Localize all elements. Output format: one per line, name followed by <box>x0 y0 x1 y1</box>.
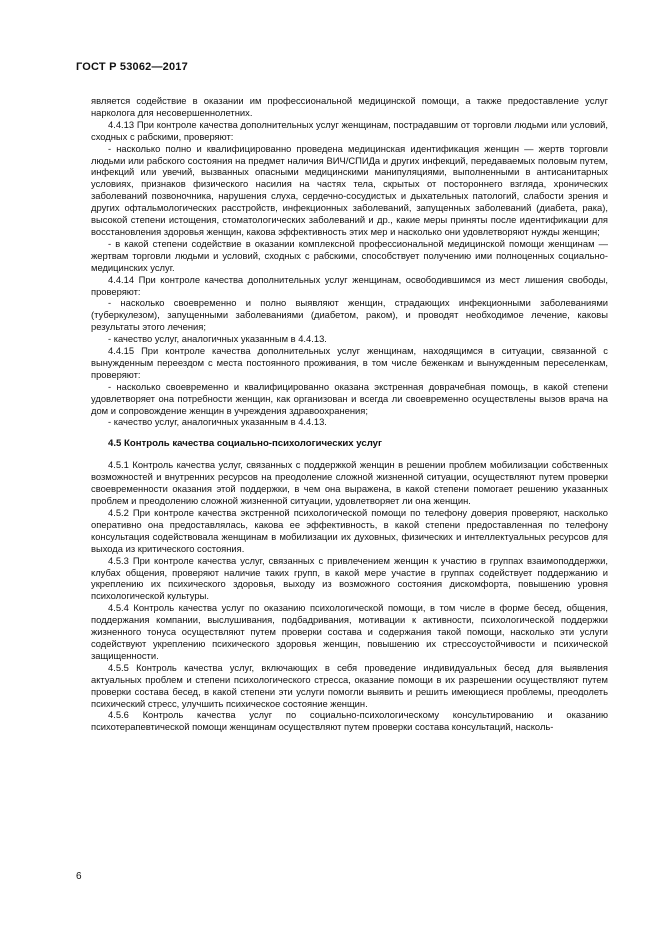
paragraph: 4.4.15 При контроле качества дополнительных услуг женщинам, находящимся в ситуации, связанной с вынужденным переездом с места постоянного проживания, в том числе беженкам и вынужденным переселенкам, проверяют: <box>91 345 608 380</box>
list-item: - в какой степени содействие в оказании комплексной профессиональной медицинской помощи женщинам — жертвам торговли людьми и условий, сходных с рабскими, способствует получению ими полноценных социально-медицинских услуг. <box>91 237 608 273</box>
paragraph: 4.5.1 Контроль качества услуг, связанных с поддержкой женщин в решении проблем мобилизации собственных возможностей и внутренних ресурсов на преодоление сложной жизненной ситуации, осуществляют путем проверки своевременности оказания этой поддержки, в чем она выражена, в какой степени помогает решению указанных проблем и преодолению сложной жизненной ситуации, удовлетворяет ли она женщин. <box>91 459 608 507</box>
paragraph: 4.5.5 Контроль качества услуг, включающих в себя проведение индивидуальных бесед для выявления актуальных проблем и степени психологического стресса, оказание помощи в их разрешении осуществляют путем проверки состава бесед, в какой степени эти услуги помогли выявить и решить имеющиеся проблемы, преодолеть психический стресс, улучшить психическое состояние женщин. <box>91 661 608 709</box>
page-number: 6 <box>76 871 82 882</box>
paragraph: является содействие в оказании им профессиональной медицинской помощи, а также предоставление услуг нарколога для несовершеннолетних. <box>91 95 608 118</box>
list-item: - качество услуг, аналогичных указанным в 4.4.13. <box>108 416 327 428</box>
document-header: ГОСТ Р 53062—2017 <box>76 61 188 73</box>
list-item: - насколько своевременно и полно выявляют женщин, страдающих инфекционными заболеваниями (туберкулезом), запущенными заболеваниями (диабетом, раком), и проводят необходимое лечение, каковы результаты этого лечения; <box>91 297 608 333</box>
paragraph: 4.5.6 Контроль качества услуг по социально-психологическому консультированию и оказанию психотерапевтической помощи женщинам осуществляют путем проверки состава консультаций, насколь- <box>91 709 608 733</box>
section-heading: 4.5 Контроль качества социально-психологических услуг <box>108 438 383 450</box>
list-item: - насколько своевременно и квалифицированно оказана экстренная доврачебная помощь, в какой степени удовлетворяет она потребности женщин, как организован и всегда ли своевременно осуществлены вызов врача на дом и сопровождение женщин в учреждения здравоохранения; <box>91 380 608 416</box>
paragraph: 4.5.2 При контроле качества экстренной психологической помощи по телефону доверия проверяют, насколько оперативно она предоставлялась, какова ее эффективность, в какой степени предоставленная по телефону консультация содействовала женщинам в мобилизации их духовных, физических и интеллектуальных ресурсов для выхода из критического состояния. <box>91 507 608 554</box>
paragraph: 4.5.4 Контроль качества услуг по оказанию психологической помощи, в том числе в форме бесед, общения, поддержания компании, выслушивания, подбадривания, мотивации к активности, психологической поддержки жизненного тонуса осуществляют путем проверки состава и содержания такой помощи, насколько эти услуги содействуют укреплению психического здоровья женщин, повышению их стрессоустойчивости и психической защищенности. <box>91 602 608 661</box>
list-item: - качество услуг, аналогичных указанным в 4.4.13. <box>108 333 327 345</box>
paragraph: 4.5.3 При контроле качества услуг, связанных с привлечением женщин к участию в группах взаимоподдержки, клубах общения, проверяют наличие таких групп, в какой мере участие в группах содействует поддержанию и укреплению их психического здоровья, выходу из возможного состояния дискомфорта, повышению уровня психологической культуры. <box>91 554 608 602</box>
paragraph: 4.4.14 При контроле качества дополнительных услуг женщинам, освободившимся из мест лишения свободы, проверяют: <box>91 273 608 297</box>
document-body <box>91 95 608 733</box>
list-item: - насколько полно и квалифицированно проведена медицинская идентификация женщин — жертв торговли людьми или рабского состояния на предмет наличия ВИЧ/СПИДа и других инфекций, передаваемых половым путем, инфекций или увечий, вызванных опасными медицинскими манипуляциями, выполненными в антисанитарных условиях, признаков физического насилия на частях тела, скрытых от постороннего взгляда, хронических заболеваний позвоночника, нарушения слуха, сердечно-сосудистых и дыхательных патологий, слабости зрения и других офтальмологических расстройств, инфекционных заболеваний, запущенных заболеваний (диабета, рака), высокой степени истощения, стоматологических заболеваний и др., какие меры приняты после идентификации для восстановления здоровья женщин, какова эффективность этих мер и насколько они удовлетворяют нужды женщин; <box>91 142 608 237</box>
paragraph: 4.4.13 При контроле качества дополнительных услуг женщинам, пострадавшим от торговли людьми или условий, сходных с рабскими, проверяют: <box>91 118 608 142</box>
